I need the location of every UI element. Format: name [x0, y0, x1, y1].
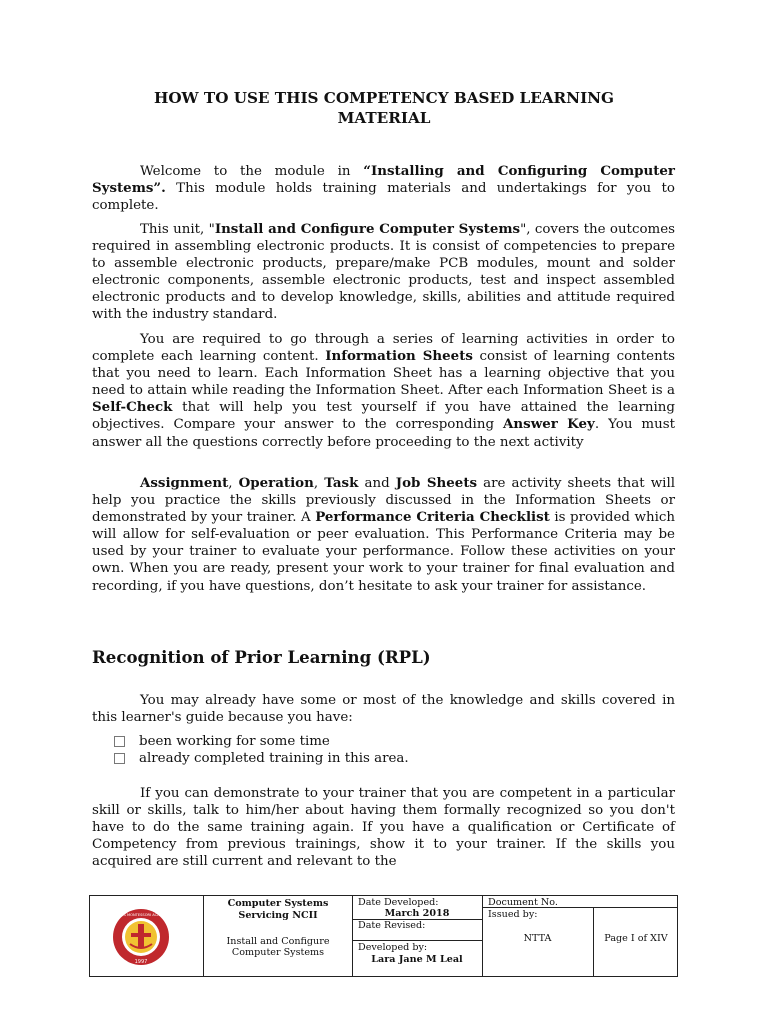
term-job-sheets: Job Sheets [395, 475, 478, 491]
rpl-heading: Recognition of Prior Learning (RPL) [92, 647, 431, 667]
list-item [114, 750, 409, 767]
text: This unit, " [140, 222, 215, 237]
rpl-paragraph-2 [92, 785, 675, 870]
date-developed-value: March 2018 [384, 908, 450, 919]
intro-paragraph-3 [92, 331, 675, 451]
developed-by-value: Lara Jane M Leal [371, 954, 463, 965]
issued-by-value: NTTA [523, 933, 552, 944]
developed-by-label: Developed by: [358, 942, 428, 953]
text: are activity sheets that will help you practice the skills previously discussed in the Information Sheets or demonstrated by your trainer. A [92, 476, 676, 526]
document-no-label: Document No. [488, 897, 558, 908]
text: , [313, 476, 325, 491]
bullet-text: already completed training in this area. [139, 751, 409, 767]
intro-paragraph-2 [92, 221, 675, 324]
document-footer [89, 895, 678, 977]
date-developed-label: Date Developed: [358, 897, 439, 908]
text: , [228, 476, 239, 491]
rpl-bullet-list [114, 733, 409, 767]
text: . You must answer all the questions correctly before proceeding to the next activity [92, 417, 676, 450]
school-seal-logo [112, 908, 170, 966]
page-number: Page I of XIV [604, 933, 668, 944]
term-task: Task [324, 475, 359, 491]
text: If you can demonstrate to your trainer that you are competent in a particular skill or skills, talk to him/her about having them formally recognized so you don't have to do the same training again. If you have a qualification or Certificate of Competency from previous trainings, show it to your trainer. If the skills you acquired are still current and relevant to the [92, 786, 675, 870]
issued-by-label: Issued by: [488, 909, 538, 920]
intro-paragraph-1 [92, 163, 675, 214]
text: consist of learning contents that you need to learn. Each Information Sheet has a learning objective that you need to attain while reading the Information Sheet. After each Information Sheet is a [92, 349, 675, 399]
divider [203, 896, 204, 976]
unit-name: Install and Configure Computer Systems [214, 221, 521, 237]
page-title [92, 88, 676, 128]
term-performance-criteria-checklist: Performance Criteria Checklist [315, 509, 550, 526]
logo-text: MOISES MONTESSORI ACADEMY [112, 913, 170, 917]
term-operation: Operation [238, 475, 314, 491]
term-self-check: Self-Check [92, 399, 173, 416]
rpl-paragraph-1 [92, 692, 675, 726]
term-information-sheets: Information Sheets [325, 348, 473, 365]
module-name: “Installing and Configuring Computer Systems”. [92, 163, 675, 197]
term-answer-key: Answer Key [503, 416, 595, 433]
logo-year: 1997 [134, 959, 148, 965]
unit-title [208, 936, 348, 958]
text: Install and Configure [226, 936, 330, 947]
text: You may already have some or most of the knowledge and skills covered in this learner's guide because you have: [92, 693, 675, 726]
text: Computer Systems [231, 947, 325, 958]
date-revised-label: Date Revised: [358, 920, 426, 931]
term-assignment: Assignment [140, 475, 229, 491]
divider [352, 940, 482, 941]
text: and [358, 476, 396, 491]
course-title: Computer Systems Servicing NCII [227, 898, 329, 921]
text: that will help you test yourself if you have attained the learning objectives. Compare your answer to the corresponding [92, 400, 675, 433]
intro-paragraph-4 [92, 475, 675, 595]
list-item [114, 733, 409, 750]
text: ", covers the outcomes required in assembling electronic products. It is consist of competencies to prepare to assemble electronic products, prepare/make PCB modules, mount and solder electronic components, assemble electronic products, test and inspect assembled electronic products and to develop knowledge, skills, abilities and attitude required with the industry standard. [92, 222, 675, 323]
checkbox-bullet-icon [114, 736, 125, 747]
title-line-2: MATERIAL [337, 109, 431, 127]
text: Welcome to the module in [140, 164, 364, 179]
text: You are required to go through a series of learning activities in order to complete each learning content. [92, 332, 675, 365]
text: This module holds training materials and undertakings for you to complete. [92, 181, 675, 214]
checkbox-bullet-icon [114, 753, 125, 764]
title-line-1: HOW TO USE THIS COMPETENCY BASED LEARNING [153, 89, 615, 107]
bullet-text: been working for some time [139, 734, 330, 749]
text: is provided which will allow for self-evaluation or peer evaluation. This Performance Criteria may be used by your trainer to evaluate your performance. Follow these activities on your own. When you are ready, present your work to your trainer for final evaluation and recording, if you have questions, don’t hesitate to ask your trainer for assistance. [92, 510, 675, 594]
